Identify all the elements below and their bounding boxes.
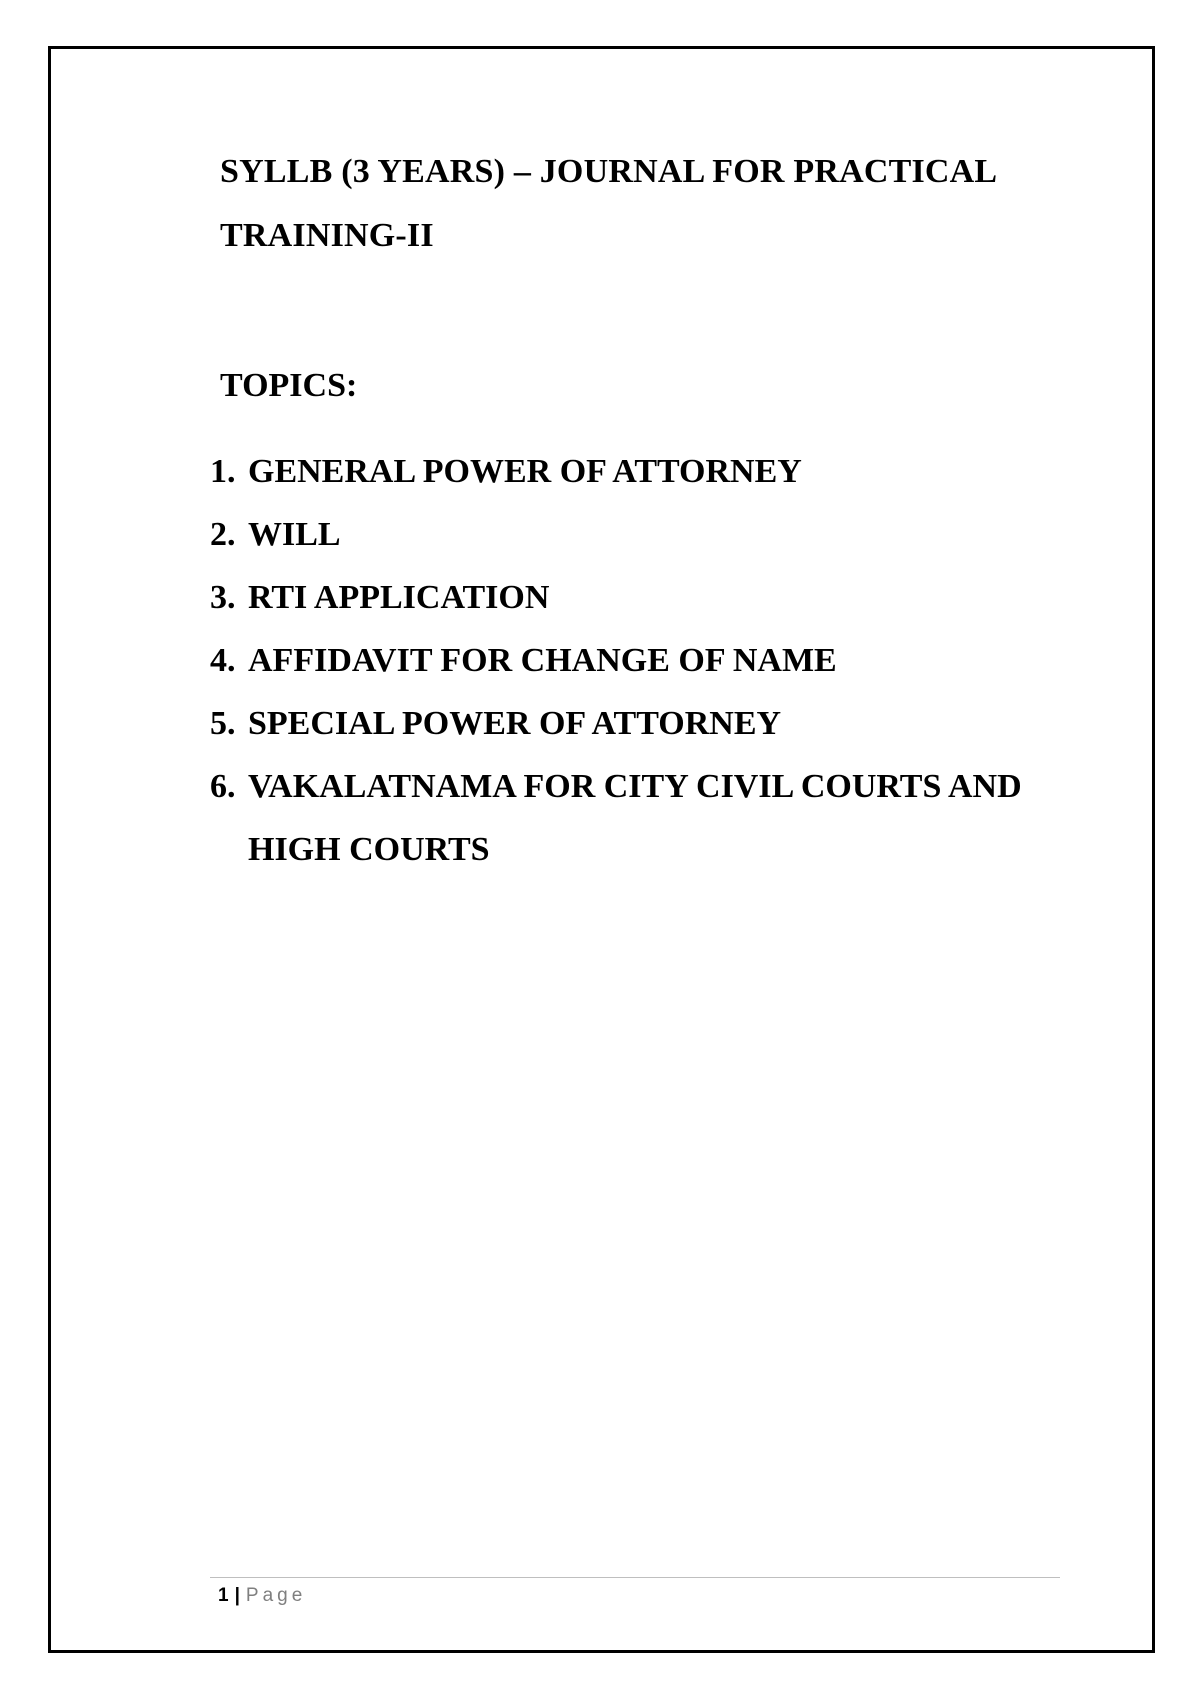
- document-title: SYLLB (3 YEARS) – JOURNAL FOR PRACTICAL TRAINING-II: [220, 153, 996, 254]
- topic-text: RTI APPLICATION: [248, 579, 550, 616]
- footer-divider: [210, 1577, 1060, 1578]
- topic-number: 5.: [210, 705, 236, 742]
- topic-number: 4.: [210, 642, 236, 679]
- list-item: [210, 566, 1090, 629]
- list-item: [210, 440, 1090, 503]
- page-number: 1: [218, 1585, 229, 1606]
- topic-number: 6.: [210, 768, 236, 805]
- list-item: [210, 503, 1090, 566]
- list-item: [210, 692, 1090, 755]
- topic-number: 1.: [210, 453, 236, 490]
- list-item: [210, 629, 1090, 692]
- footer-separator: |: [234, 1585, 240, 1606]
- topic-text: AFFIDAVIT FOR CHANGE OF NAME: [248, 642, 837, 679]
- topic-text: SPECIAL POWER OF ATTORNEY: [248, 705, 782, 742]
- topic-text: WILL: [248, 516, 341, 553]
- topic-text: VAKALATNAMA FOR CITY CIVIL COURTS AND HIGH COURTS: [248, 768, 1022, 868]
- page-label: Page: [245, 1585, 307, 1606]
- page-footer: [218, 1583, 306, 1609]
- topic-number: 2.: [210, 516, 236, 553]
- topics-list: [210, 440, 1090, 881]
- topic-number: 3.: [210, 579, 236, 616]
- topic-text: GENERAL POWER OF ATTORNEY: [248, 453, 802, 490]
- topics-heading: TOPICS:: [220, 367, 358, 404]
- list-item: [210, 755, 1090, 881]
